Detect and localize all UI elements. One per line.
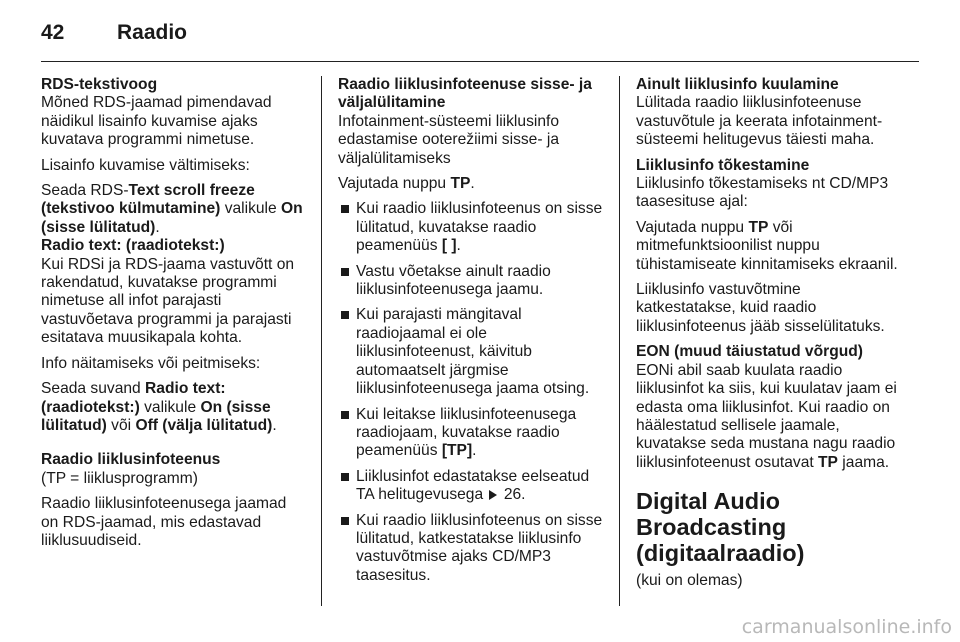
page-number: 42 (41, 21, 65, 44)
list-item (338, 263, 604, 300)
radiotext-body: Kui RDSi ja RDS-jaama vastuvõtt on rakendatud, kuvatakse programmi nimetuse all infot parajasti vastuvõetava programmi ja parajasti esitatava muusikapala kohta. (41, 255, 295, 347)
set-radiotext-instruction (41, 380, 303, 435)
tp-label: TP (818, 453, 838, 471)
list-item (338, 512, 604, 586)
traffic-heading: Raadio liiklusinfoteenus (41, 451, 221, 469)
only-traffic-body: Lülitada raadio liiklusinfoteenuse vastuvõtule ja keerata infotainment-süsteemi helitugevus täiesti maha. (636, 94, 883, 149)
header-rule (41, 61, 919, 62)
press-tp-instruction (338, 175, 604, 193)
rds-heading: RDS-tekstivoog (41, 76, 158, 93)
block-press-rest: või mitmefunktsioonilist nuppu tühistamiseate kinnitamiseks ekraanil. (636, 218, 898, 273)
bullet-icon (341, 205, 349, 213)
cancel-body: Liiklusinfo vastuvõtmine katkestatakse, kuid raadio liiklusinfoteenus jääb sisselülitatuks. (636, 281, 885, 335)
on-option: On (sisse lülitatud) (41, 398, 271, 434)
avoid-intro: Lisainfo kuvamise vältimiseks: (41, 156, 250, 174)
eon-body: EONi abil saab kuulata raadio liiklusinfot ka siis, kui kuulatav jaam ei edasta oma liiklusinfot. Kui raadio on häälestatud sellisele jaamale, kuvatakse seda mustana nagu raadio liiklusinfoteenust osutavat (636, 361, 897, 471)
radiotext-section (41, 237, 303, 347)
or-text: või (106, 416, 136, 434)
list-item-text: Kui leitakse liiklusinfoteenusega raadiojaam, kuvatakse raadio peamenüüs (356, 405, 577, 460)
eon-heading: EON (muud täiustatud võrgud) (636, 343, 863, 361)
column-2 (338, 76, 604, 592)
list-item-end: . (456, 237, 461, 255)
list-item-text: Liiklusinfot edastatakse eelseatud TA helitugevusega (356, 467, 590, 504)
only-traffic-heading: Ainult liiklusinfo kuulamine (636, 76, 839, 93)
traffic-toggle-intro: Infotainment-süsteemi liiklusinfo edastamise ooterežiimi sisse- ja väljalülitamiseks (338, 112, 560, 167)
dab-heading: Digital Audio Broadcasting (digitaalraadio) (636, 488, 805, 567)
list-item-text: Kui raadio liiklusinfoteenus on sisse lülitatud, kuvatakse raadio peamenüüs (356, 200, 603, 255)
page-header (41, 18, 187, 48)
off-option: Off (välja lülitatud) (135, 416, 273, 434)
bullet-icon (341, 268, 349, 276)
list-item-text: Kui raadio liiklusinfoteenus on sisse lülitatud, katkestatakse liiklusinfo vastuvõtmise ajaks CD/MP3 taasesitus. (356, 511, 603, 584)
press-tp-text: Vajutada nuppu (338, 175, 451, 193)
tp-indicator: [TP] (441, 442, 473, 460)
block-traffic-section (636, 157, 904, 212)
column-separator-2 (619, 76, 620, 606)
block-press-instruction (636, 219, 904, 274)
tp-button-label: TP (748, 218, 769, 236)
traffic-section (41, 451, 303, 488)
on-option: On (sisse lülitatud) (41, 200, 303, 236)
list-item (338, 406, 604, 461)
text-scroll-freeze-option: Text scroll freeze (tekstivoo külmutamine) (41, 182, 255, 218)
traffic-toggle-heading: Raadio liiklusinfoteenuse sisse- ja väljalülitamine (338, 76, 592, 112)
page-title: Raadio (117, 21, 188, 44)
tp-indicator: [ ] (441, 237, 457, 255)
eon-section (636, 343, 904, 472)
bullet-icon (341, 311, 349, 319)
list-item (338, 306, 604, 398)
dab-subtitle: (kui on olemas) (636, 572, 743, 590)
eon-body-end: jaama. (837, 453, 890, 471)
only-traffic-section (636, 76, 904, 150)
block-traffic-body: Liiklusinfo tõkestamiseks nt CD/MP3 taasesituse ajal: (636, 175, 889, 211)
rds-body: Mõned RDS-jaamad pimendavad näidikul lisainfo kuvamise ajaks kuvatava programmi nimetuse. (41, 94, 272, 149)
bullet-icon (341, 411, 349, 419)
list-item (338, 200, 604, 255)
rds-section (41, 76, 303, 150)
page-reference-icon (489, 490, 497, 500)
tp-definition: (TP = liiklusprogramm) (41, 469, 198, 487)
traffic-body: Raadio liiklusinfoteenusega jaamad on RDS-jaamad, mis edastavad liiklusuudiseid. (41, 495, 287, 549)
block-press-text: Vajutada nuppu (636, 218, 749, 236)
tp-button-label: TP (450, 175, 471, 193)
press-tp-end: . (470, 175, 475, 193)
radiotext-heading: Radio text: (raadiotekst:) (41, 237, 225, 255)
list-item-text: Kui parajasti mängitaval raadiojaamal ei ole liiklusinfoteenust, käivitub automaatselt järgmise liiklusinfoteenusega jaama otsing. (356, 306, 590, 398)
bullet-icon (341, 473, 349, 481)
watermark: carmanualsonline.info (741, 616, 952, 638)
block-traffic-heading: Liiklusinfo tõkestamine (636, 156, 810, 174)
column-separator-1 (321, 76, 322, 606)
show-hide-intro: Info näitamiseks või peitmiseks: (41, 354, 261, 372)
list-item-text: Vastu võetakse ainult raadio liiklusinfoteenusega jaamu. (356, 262, 551, 299)
set-rds-mid: valikule (220, 200, 282, 218)
list-item (338, 468, 604, 505)
traffic-toggle-section (338, 76, 604, 168)
bullet-list (338, 200, 604, 585)
column-1 (41, 76, 303, 557)
set-radiotext-mid: valikule (139, 398, 201, 416)
page-reference: 26. (499, 486, 526, 504)
column-3 (636, 76, 904, 598)
bullet-icon (341, 517, 349, 525)
set-rds-end: . (155, 218, 160, 236)
set-rds-instruction (41, 182, 303, 237)
radio-text-option: Radio text: (raadiotekst:) (41, 380, 226, 416)
set-radiotext-end: . (272, 416, 277, 434)
list-item-end: . (472, 442, 477, 460)
set-radiotext-text: Seada suvand (41, 380, 146, 398)
set-rds-text: Seada RDS- (41, 182, 129, 200)
